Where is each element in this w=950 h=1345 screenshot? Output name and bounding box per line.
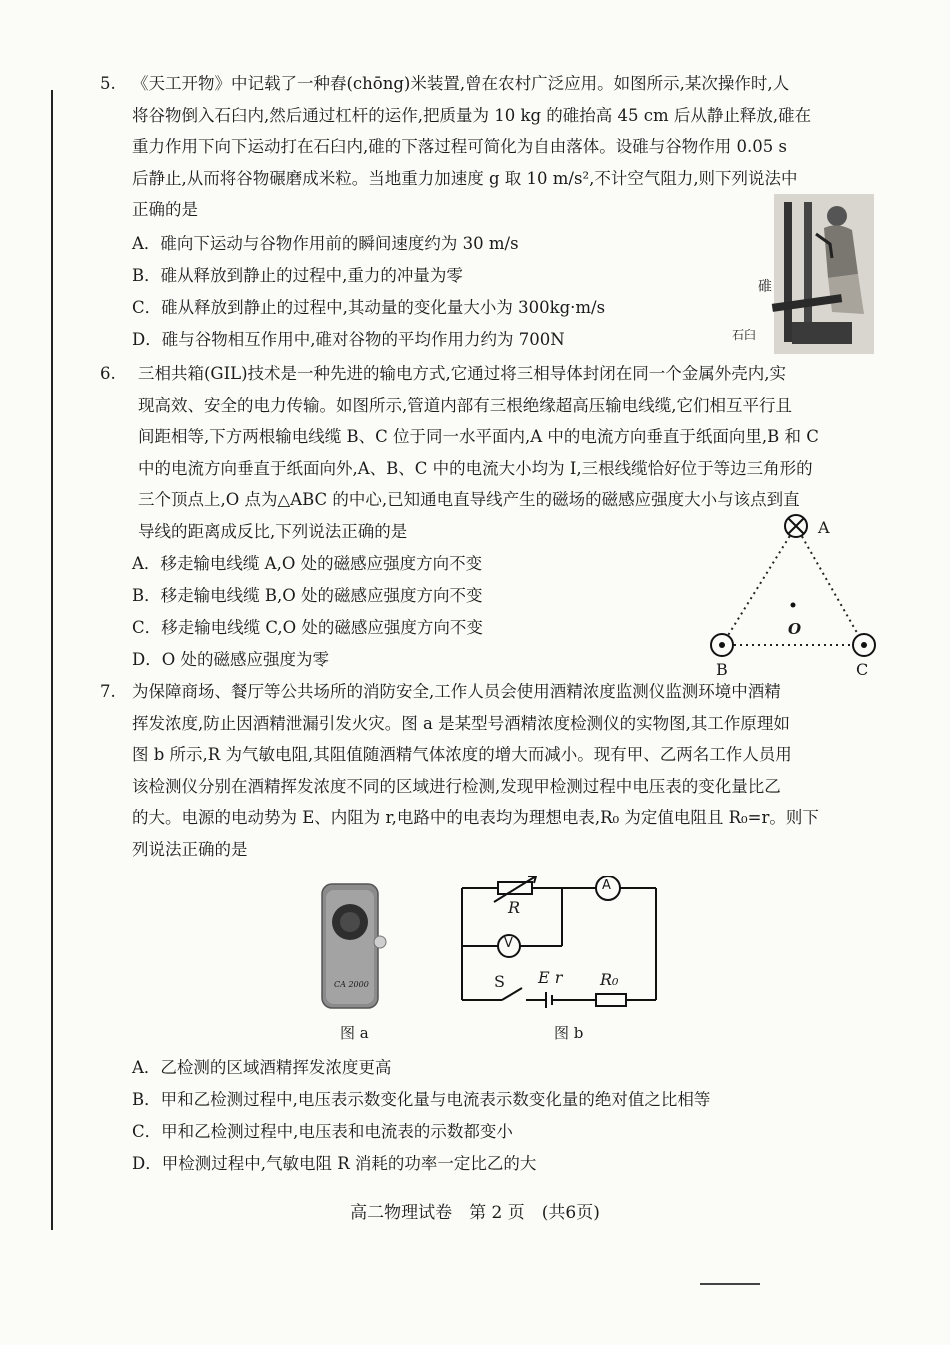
option-a: A．移走输电线缆 A,O 处的磁感应强度方向不变: [132, 554, 483, 573]
option-c: C．碓从释放到静止的过程中,其动量的变化量大小为 300kg·m/s: [132, 298, 606, 317]
stem-line: 中的电流方向垂直于纸面向外,A、B、C 中的电流大小均为 I,三根线缆恰好位于等边三角形的: [138, 458, 813, 478]
stem-line: 重力作用下向下运动打在石臼内,碓的下落过程可简化为自由落体。设碓与谷物作用 0.05 s: [132, 137, 787, 156]
option-d: D．碓与谷物相互作用中,碓对谷物的平均作用力约为 700N: [132, 330, 565, 349]
question-7: [100, 676, 885, 865]
caption-figure-b: 图 b: [554, 1024, 584, 1042]
cable-c-out-of-page-icon: [853, 634, 875, 656]
label-shijiu: 石臼: [732, 328, 757, 342]
switch-s-label: S: [494, 972, 505, 991]
breathalyzer-device-drawing: [318, 882, 390, 1012]
option-a: A．碓向下运动与谷物作用前的瞬间速度约为 30 m/s: [132, 234, 519, 253]
label-a: A: [818, 518, 830, 537]
stem-line: 导线的距离成反比,下列说法正确的是: [138, 521, 408, 541]
stem-line: 将谷物倒入石臼内,然后通过杠杆的运作,把质量为 10 kg 的碓抬高 45 cm 后从静止释放,碓在: [132, 105, 812, 125]
question-number: 7.: [100, 682, 116, 701]
center-point-o: [791, 603, 796, 608]
option-b: B．碓从释放到静止的过程中,重力的冲量为零: [132, 266, 463, 285]
stem-line: 《天工开物》中记载了一种舂(chōng)米装置,曾在农村广泛应用。如图所示,某次操作时,人: [132, 74, 790, 93]
q6-triangle-figure: [700, 510, 890, 680]
source-er-label: E r: [538, 968, 563, 987]
question-number: 5.: [100, 74, 116, 93]
stem-line: 为保障商场、餐厅等公共场所的消防安全,工作人员会使用酒精浓度监测仪监测环境中酒精: [132, 682, 781, 701]
stem-line: 挥发浓度,防止因酒精泄漏引发火灾。图 a 是某型号酒精浓度检测仪的实物图,其工作原理如: [132, 713, 790, 733]
stem-line: 现高效、安全的电力传输。如图所示,管道内部有三根绝缘超高压输电线缆,它们相互平行且: [138, 395, 792, 415]
stem-line: 该检测仪分别在酒精挥发浓度不同的区域进行检测,发现甲检测过程中电压表的变化量比乙: [132, 776, 781, 796]
stem-line: 三个顶点上,O 点为△ABC 的中心,已知通电直导线产生的磁场的磁感应强度大小与该点到直: [138, 490, 800, 509]
option-d: D．甲检测过程中,气敏电阻 R 消耗的功率一定比乙的大: [132, 1154, 537, 1173]
circuit-diagram: [458, 876, 664, 1010]
label-dui: 碓: [758, 279, 772, 295]
ammeter-label: A: [602, 878, 611, 893]
question-stem: [132, 68, 812, 226]
stem-line: 间距相等,下方两根输电线缆 B、C 位于同一水平面内,A 中的电流方向垂直于纸面向里,B 和 C: [138, 427, 819, 446]
question-number: 6.: [100, 364, 116, 383]
stem-line: 后静止,从而将谷物碾磨成米粒。当地重力加速度 g 取 10 m/s²,不计空气阻力,则下列说法中: [132, 168, 798, 188]
option-a: A．乙检测的区域酒精挥发浓度更高: [132, 1058, 392, 1077]
cable-a-into-page-icon: [785, 515, 807, 537]
stem-line: 的大。电源的电动势为 E、内阻为 r,电路中的电表均为理想电表,R₀ 为定值电阻且 R₀=r。则下: [132, 808, 819, 827]
label-b: B: [716, 660, 728, 679]
triangle-diagram: [700, 510, 890, 680]
option-b: B．移走输电线缆 B,O 处的磁感应强度方向不变: [132, 586, 483, 605]
cable-b-out-of-page-icon: [711, 634, 733, 656]
q7-figure-a: [318, 882, 390, 1012]
voltmeter-label: V: [504, 936, 513, 951]
q7-figure-b-circuit: [458, 876, 664, 1010]
label-o: O: [788, 620, 802, 638]
decorative-mark: [700, 1283, 760, 1293]
stem-line: 列说法正确的是: [132, 839, 248, 859]
stem-line: 三相共箱(GIL)技术是一种先进的输电方式,它通过将三相导体封闭在同一个金属外壳内,实: [138, 364, 787, 383]
page-footer: 高二物理试卷 第 2 页 (共6页): [350, 1203, 600, 1223]
binding-margin-line: [51, 90, 53, 1230]
device-label: CA 2000: [334, 980, 369, 989]
option-c: C．甲和乙检测过程中,电压表和电流表的示数都变小: [132, 1122, 513, 1141]
stem-line: 正确的是: [132, 200, 198, 219]
q5-illustration: [732, 194, 874, 354]
resistor-r-label: R: [508, 898, 521, 917]
option-d: D．O 处的磁感应强度为零: [132, 650, 330, 669]
option-b: B．甲和乙检测过程中,电压表示数变化量与电流表示数变化量的绝对值之比相等: [132, 1090, 711, 1109]
resistor-r0-label: R₀: [600, 970, 619, 989]
caption-figure-a: 图 a: [340, 1024, 369, 1042]
question-stem: [132, 676, 885, 865]
stem-line: 图 b 所示,R 为气敏电阻,其阻值随酒精气体浓度的增大而减小。现有甲、乙两名工作人员用: [132, 745, 792, 764]
label-c: C: [856, 660, 869, 679]
option-c: C．移走输电线缆 C,O 处的磁感应强度方向不变: [132, 618, 483, 637]
